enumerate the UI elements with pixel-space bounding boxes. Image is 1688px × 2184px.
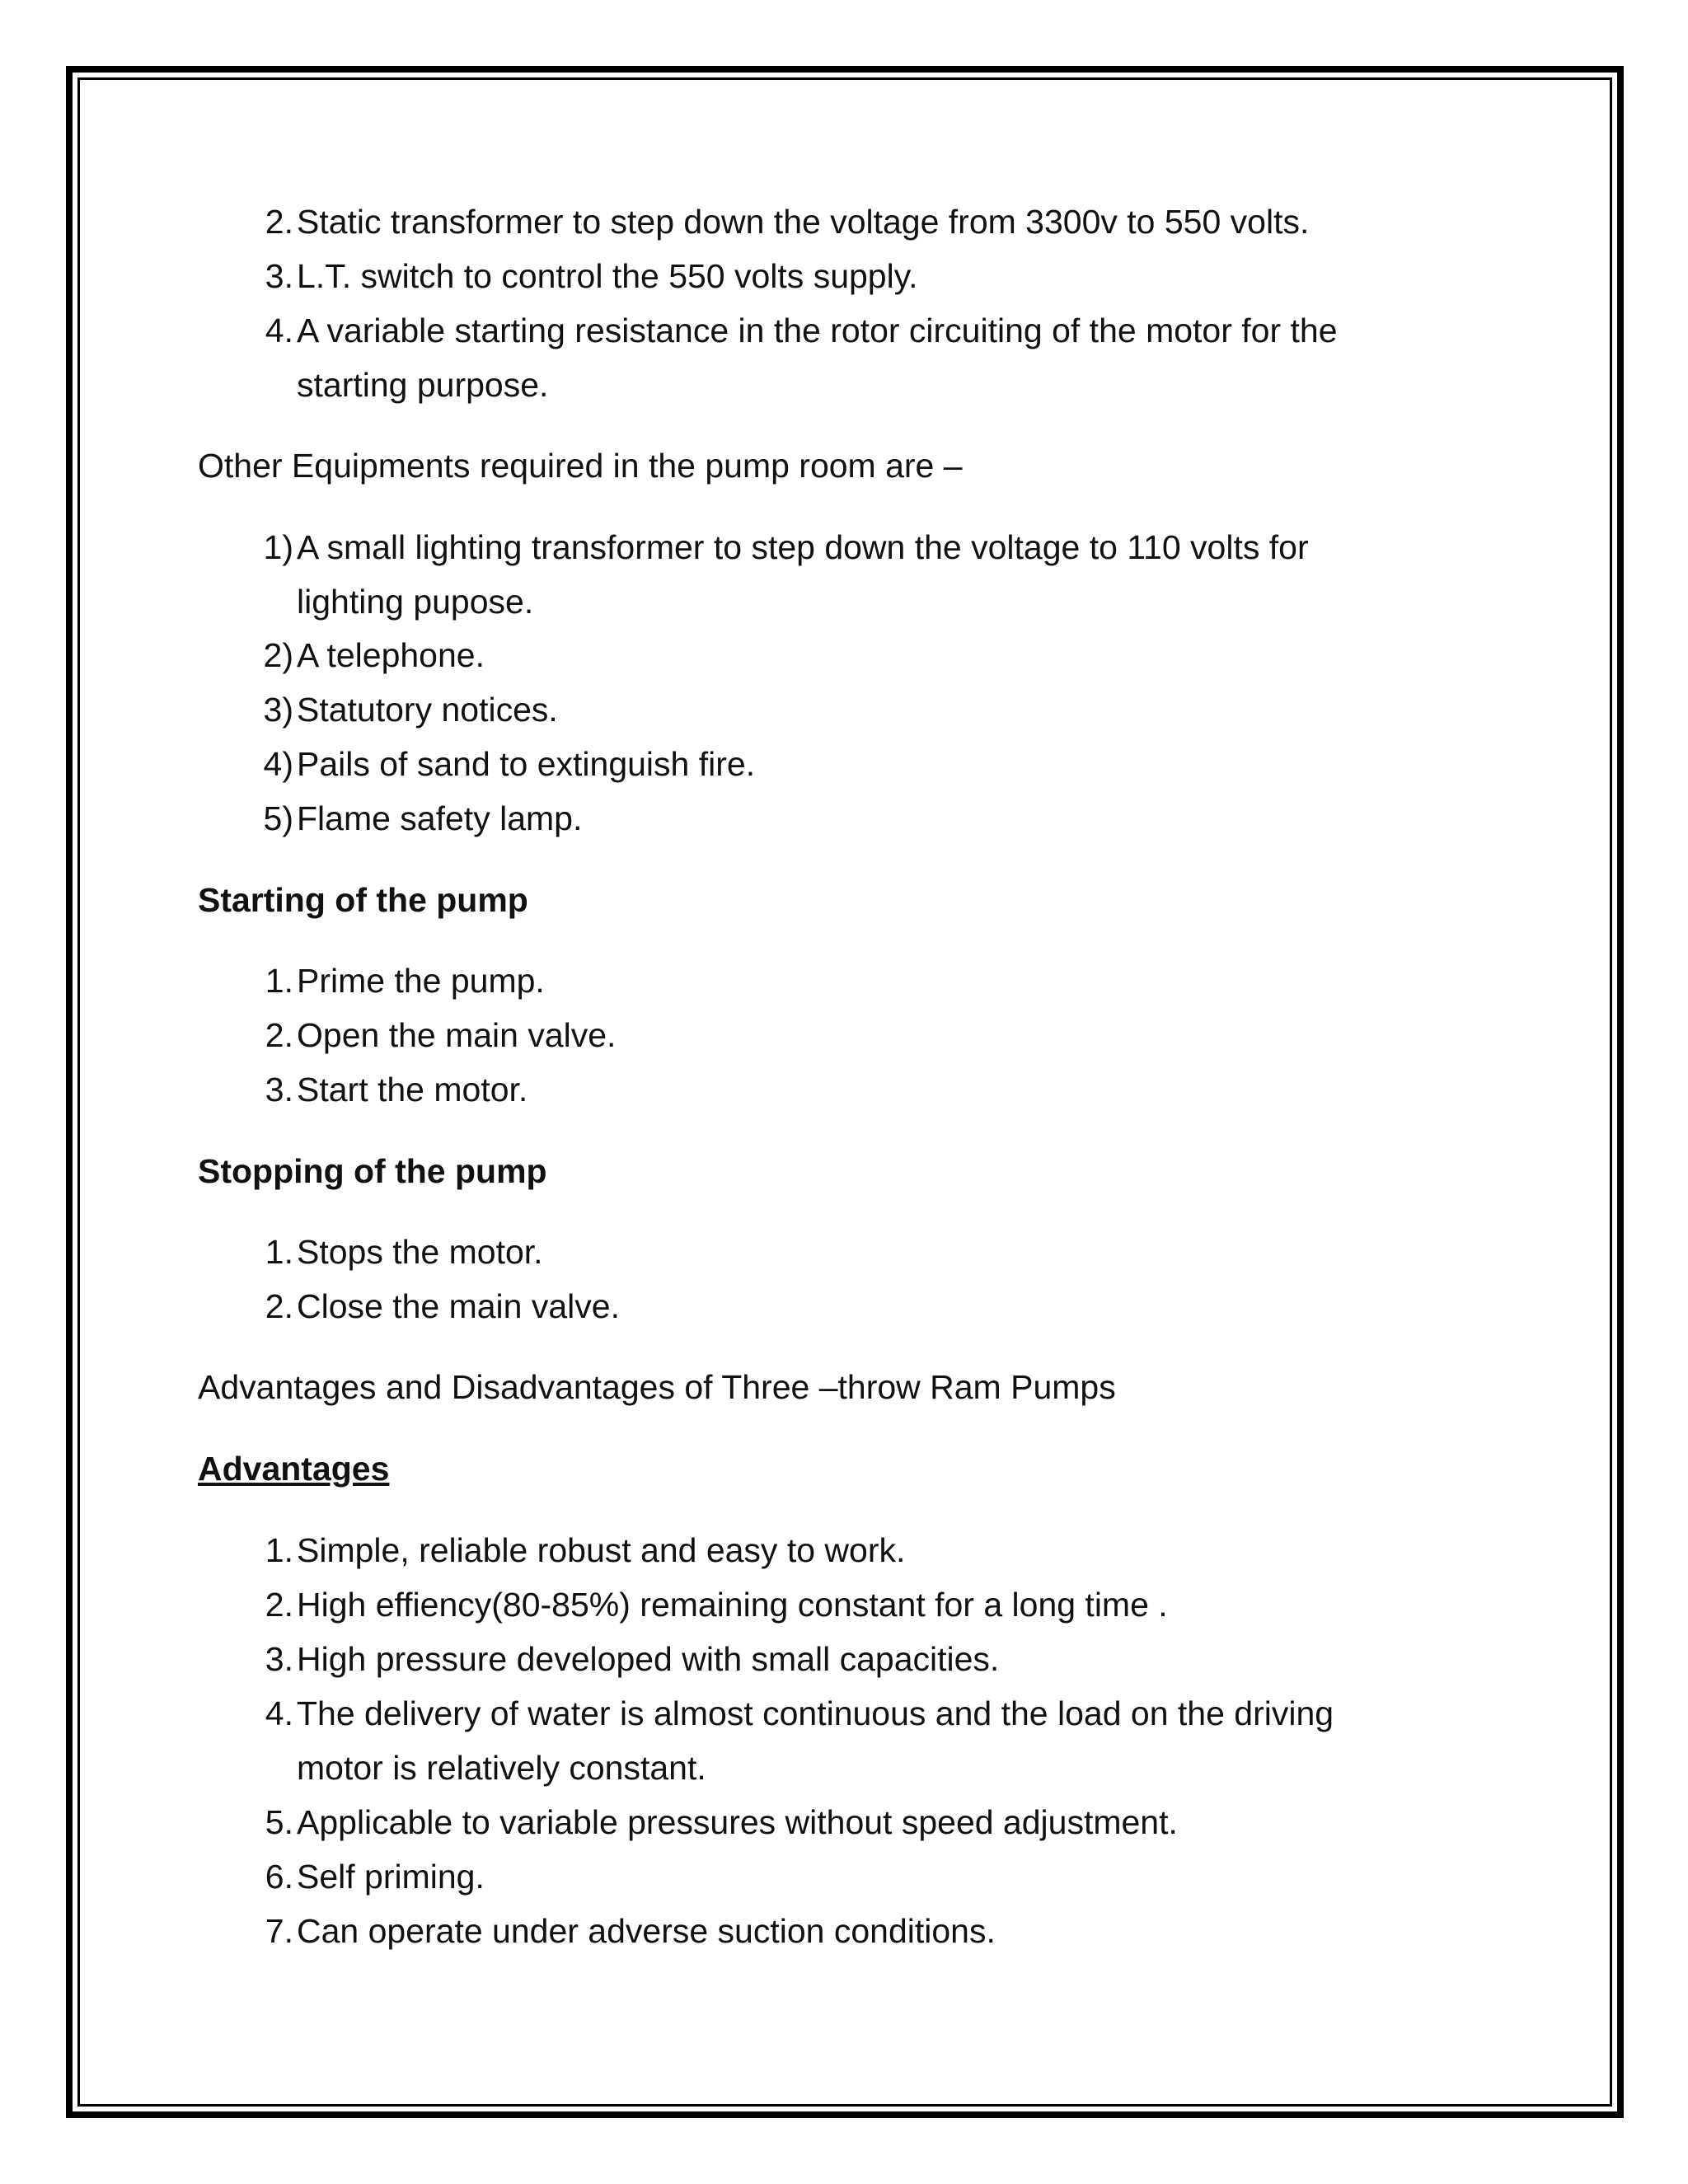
list-number: 1. (265, 1531, 293, 1569)
list-number: 5) (263, 799, 293, 837)
list-text: Simple, reliable robust and easy to work. (297, 1531, 906, 1569)
list-number: 4. (265, 312, 293, 349)
list-number: 4) (263, 745, 293, 783)
section-title: Advantages and Disadvantages of Three –throw Ram Pumps (198, 1368, 1116, 1406)
list-number: 3) (263, 691, 293, 729)
list-text: Self priming. (297, 1858, 485, 1896)
list-text: Pails of sand to extinguish fire. (297, 745, 756, 783)
list-text: Open the main valve. (297, 1016, 617, 1054)
list-text: starting purpose. (297, 366, 549, 404)
list-number: 2. (265, 1016, 293, 1054)
list-text: Applicable to variable pressures without speed adjustment. (297, 1803, 1178, 1841)
list-text: A small lighting transformer to step down the voltage to 110 volts for (297, 528, 1309, 566)
list-number: 1. (265, 1233, 293, 1271)
other-equipment-intro: Other Equipments required in the pump room are – (198, 447, 963, 485)
list-text: Close the main valve. (297, 1287, 620, 1325)
list-text: L.T. switch to control the 550 volts supply. (297, 257, 918, 295)
list-number: 4. (265, 1694, 293, 1732)
list-text: Statutory notices. (297, 691, 558, 729)
list-text: Can operate under adverse suction conditions. (297, 1912, 996, 1950)
list-text: High pressure developed with small capacities. (297, 1640, 1000, 1678)
list-number: 2. (265, 1287, 293, 1325)
list-number: 2) (263, 636, 293, 674)
list-number: 5. (265, 1803, 293, 1841)
list-number: 2. (265, 203, 293, 241)
list-text: High effiency(80-85%) remaining constant for a long time . (297, 1586, 1168, 1624)
list-number: 2. (265, 1586, 293, 1624)
list-text: The delivery of water is almost continuous and the load on the driving (297, 1694, 1334, 1732)
list-text: A variable starting resistance in the rotor circuiting of the motor for the (297, 312, 1338, 349)
list-text: A telephone. (297, 636, 485, 674)
list-number: 1. (265, 962, 293, 1000)
list-number: 6. (265, 1858, 293, 1896)
list-number: 3. (265, 1071, 293, 1108)
list-text: Start the motor. (297, 1071, 528, 1108)
advantages-heading: Advantages (198, 1450, 390, 1488)
list-text: lighting pupose. (297, 583, 534, 621)
list-number: 3. (265, 257, 293, 295)
stopping-heading: Stopping of the pump (198, 1152, 547, 1190)
list-number: 1) (263, 528, 293, 566)
list-number: 3. (265, 1640, 293, 1678)
list-text: Prime the pump. (297, 962, 545, 1000)
starting-heading: Starting of the pump (198, 881, 528, 919)
list-text: Static transformer to step down the voltage from 3300v to 550 volts. (297, 203, 1310, 241)
list-text: Flame safety lamp. (297, 799, 583, 837)
list-text: motor is relatively constant. (297, 1749, 706, 1787)
list-text: Stops the motor. (297, 1233, 543, 1271)
list-number: 7. (265, 1912, 293, 1950)
